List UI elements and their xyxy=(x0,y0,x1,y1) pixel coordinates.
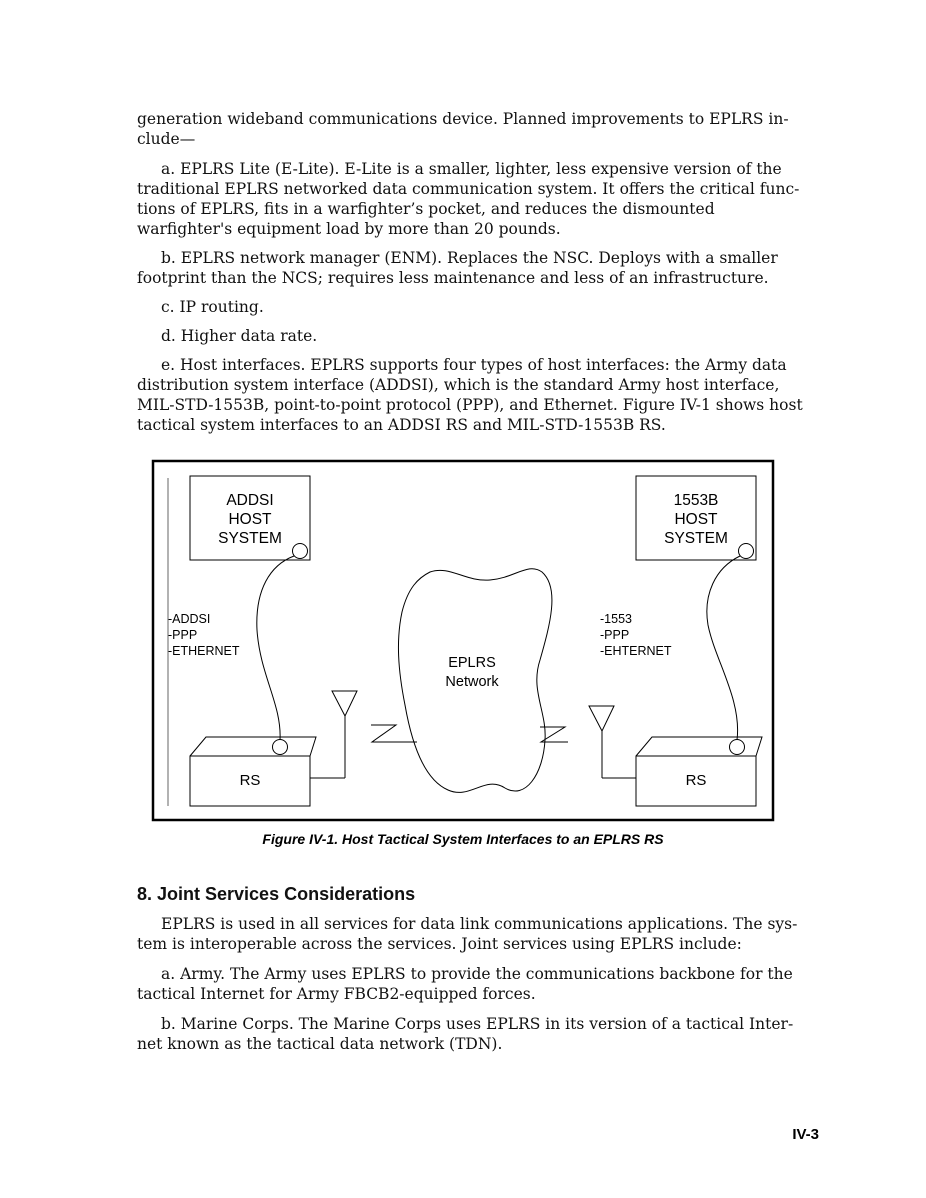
right-rs-connector xyxy=(730,740,745,755)
section-8-paragraph-1: EPLRS is used in all services for data link communications applications. The system is interoperable across the services. Joint services using EPLRS include: xyxy=(137,915,798,953)
left-interface-item: -ADDSI xyxy=(168,612,211,626)
1553b-host-line-2: HOST xyxy=(674,511,718,528)
left-rs-connector xyxy=(273,740,288,755)
addsi-host-line-3: SYSTEM xyxy=(218,530,282,547)
right-cable xyxy=(707,556,740,740)
left-antenna xyxy=(310,691,357,778)
left-radio-link-icon xyxy=(366,720,417,742)
section-8-heading: 8. Joint Services Considerations xyxy=(137,884,416,904)
right-interface-item: -EHTERNET xyxy=(600,644,672,658)
left-cable xyxy=(257,556,294,740)
right-interface-item: -PPP xyxy=(600,628,630,642)
addsi-host-line-1: ADDSI xyxy=(226,492,274,509)
network-label-line-1: EPLRS xyxy=(448,655,496,671)
addsi-host-line-2: HOST xyxy=(228,511,272,528)
section-8-paragraph-army: a. Army. The Army uses EPLRS to provide the communications backbone for the tactical Internet for Army FBCB2-equipped forces. xyxy=(137,965,793,1003)
1553b-host-line-3: SYSTEM xyxy=(664,530,728,547)
right-radio-link-icon xyxy=(540,727,568,742)
improvement-b-paragraph: b. EPLRS network manager (ENM). Replaces the NSC. Deploys with a smaller footprint than the NCS; requires less maintenance and less of an infrastructure. xyxy=(137,249,778,287)
page-number: IV-3 xyxy=(792,1126,819,1143)
improvement-c-paragraph: c. IP routing. xyxy=(161,298,264,316)
right-antenna xyxy=(589,706,636,778)
improvement-d-paragraph: d. Higher data rate. xyxy=(161,327,318,345)
addsi-host-label xyxy=(190,491,310,548)
network-label-line-2: Network xyxy=(445,674,499,690)
left-rs-label: RS xyxy=(239,772,261,789)
section-8-paragraph-marine-corps: b. Marine Corps. The Marine Corps uses EPLRS in its version of a tactical Internet known as the tactical data network (TDN). xyxy=(137,1015,794,1053)
right-rs-label: RS xyxy=(685,772,707,789)
improvement-a-paragraph: a. EPLRS Lite (E-Lite). E-Lite is a smaller, lighter, less expensive version of the traditional EPLRS networked data communication system. It offers the critical functions of EPLRS, fits in a warfighter’s pocket, and reduces the dismounted warfighter's equipment load by more than 20 pounds. xyxy=(137,160,800,238)
figure-caption: Figure IV-1. Host Tactical System Interfaces to an EPLRS RS xyxy=(262,831,664,847)
intro-paragraph: generation wideband communications device. Planned improvements to EPLRS include— xyxy=(137,110,789,148)
1553b-host-label xyxy=(636,491,756,548)
left-interface-item: -PPP xyxy=(168,628,198,642)
1553b-host-line-1: 1553B xyxy=(673,492,719,509)
eplrs-network-label xyxy=(432,654,512,692)
right-interface-item: -1553 xyxy=(600,612,632,626)
right-interface-list xyxy=(600,611,672,659)
left-interface-item: -ETHERNET xyxy=(168,644,240,658)
improvement-e-paragraph: e. Host interfaces. EPLRS supports four types of host interfaces: the Army data distribution system interface (ADDSI), which is the standard Army host interface, MIL-STD-1553B, point-to-point protocol (PPP), and Ethernet. Figure IV-1 shows host tactical system interfaces to an ADDSI RS and MIL-STD-1553B RS. xyxy=(137,356,803,434)
left-interface-list xyxy=(168,611,240,659)
